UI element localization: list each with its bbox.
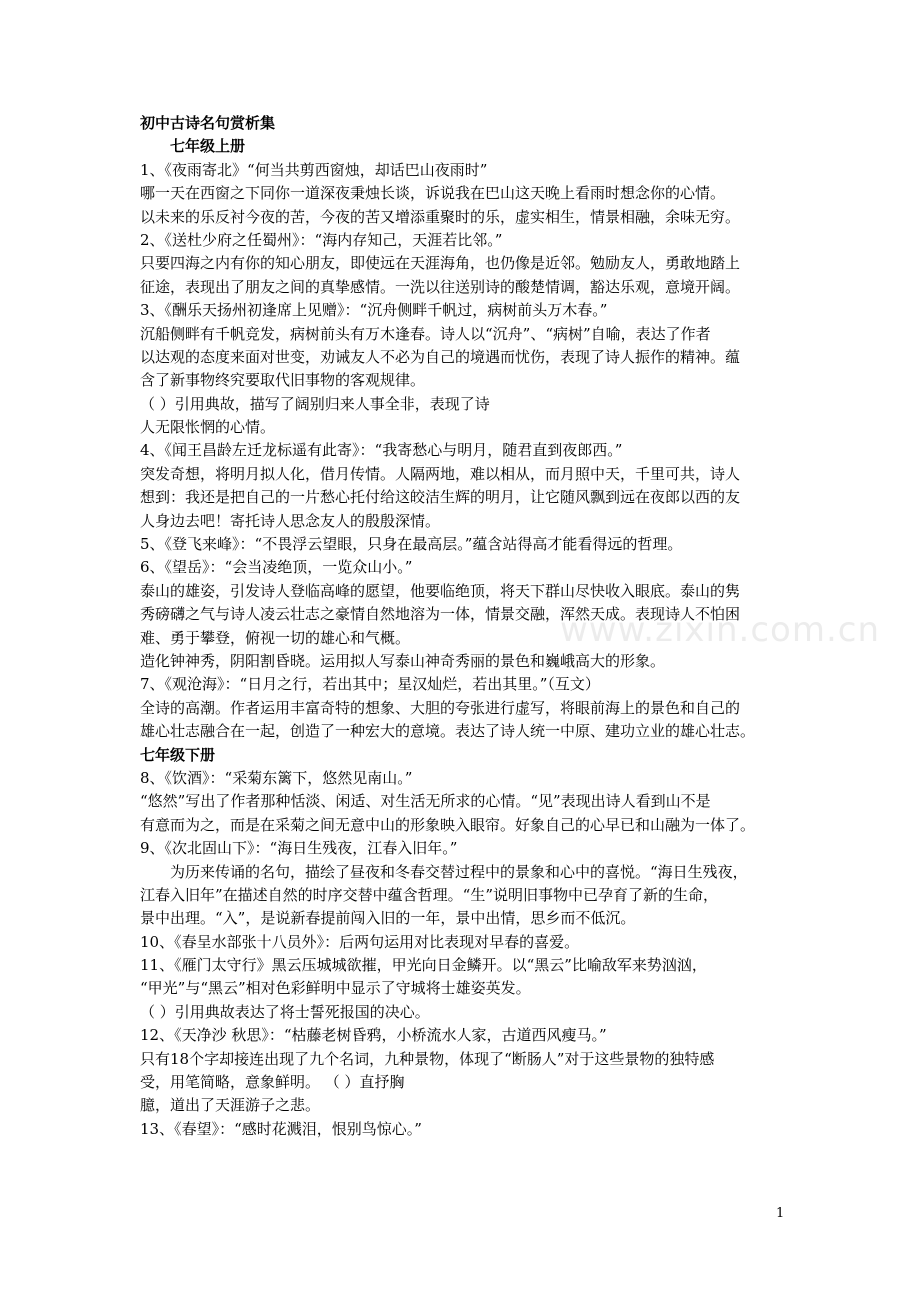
document-lines [140,135,790,1141]
watermark: www.zixin.com.cn [560,610,880,650]
text-line: （ ）引用典故表达了将士誓死报国的决心。 [140,1002,430,1021]
text-line: 江春入旧年”在描述自然的时序交替中蕴含哲理。“生”说明旧事物中已孕育了新的生命， [140,885,719,904]
text-line: 7、《观沧海》：“日月之行，若出其中；星汉灿烂，若出其里。”（互文） [140,675,600,694]
text-line: 人身边去吧！寄托诗人思念友人的殷殷深情。 [140,511,441,530]
text-line: 受，用笔简略，意象鲜明。 （ ）直抒胸 [140,1073,405,1092]
text-line: （ ）引用典故，描写了阔别归来人事全非，表现了诗 [140,394,490,413]
text-line: 哪一天在西窗之下同你一道深夜秉烛长谈，诉说我在巴山这天晚上看雨时想念你的心情。 [140,184,726,203]
section-heading: 七年级上册 [170,137,246,156]
text-line: 含了新事物终究要取代旧事物的客观规律。 [140,371,426,390]
text-line: 1、《夜雨寄北》“何当共剪西窗烛，却话巴山夜雨时” [140,160,488,179]
text-line: “悠然”写出了作者那种恬淡、闲适、对生活无所求的心情。“见”表现出诗人看到山不是 [140,792,711,811]
text-line: 为历来传诵的名句，描绘了昼夜和冬春交替过程中的景象和心中的喜悦。“海日生残夜， [170,862,748,881]
text-line: 10、《春呈水部张十八员外》：后两句运用对比表现对早春的喜爱。 [140,932,580,951]
text-line: 6、《望岳》：“会当凌绝顶，一览众山小。” [140,558,413,577]
text-line: 9、《次北固山下》：“海日生残夜，江春入旧年。” [140,839,458,858]
text-line: 3、《酬乐天扬州初逢席上见赠》：“沉舟侧畔千帆过，病树前头万木春。” [140,301,608,320]
text-line: 8、《饮酒》：“采菊东篱下，悠然见南山。” [140,768,413,787]
text-line: 景中出理。“入”，是说新春提前闯入旧的一年，景中出情，思乡而不低沉。 [140,909,636,928]
document-body [140,112,790,1141]
text-line: 想到：我还是把自己的一片愁心托付给这皎洁生辉的明月，让它随风飘到远在夜郎以西的友 [140,488,741,507]
text-line: 突发奇想，将明月拟人化，借月传情。人隔两地，难以相从，而月照中天，千里可共，诗人 [140,464,741,483]
text-line: 13、《春望》：“感时花溅泪，恨别鸟惊心。” [140,1119,422,1138]
text-line: 雄心壮志融合在一起，创造了一种宏大的意境。表达了诗人统一中原、建功立业的雄心壮志。 [140,722,756,741]
text-line: 12、《天净沙 秋思》：“枯藤老树昏鸦，小桥流水人家，古道西风瘦马。” [140,1026,607,1045]
text-line: 沉船侧畔有千帆竞发，病树前头有万木逢春。诗人以“沉舟”、“病树”自喻，表达了作者 [140,324,711,343]
text-line: 征途，表现出了朋友之间的真挚感情。一洗以往送别诗的酸楚情调，豁达乐观，意境开阔。 [140,277,741,296]
text-line: 2、《送杜少府之任蜀州》：“海内存知己，天涯若比邻。” [140,230,503,249]
text-line: “甲光”与“黑云”相对色彩鲜明中显示了守城将士雄姿英发。 [140,979,531,998]
text-line: 人无限怅惘的心情。 [140,418,276,437]
text-line: 以达观的态度来面对世变，劝诫友人不必为自己的境遇而忧伤，表现了诗人振作的精神。蕴 [140,347,741,366]
section-heading: 七年级下册 [140,745,216,764]
text-line: 臆，道出了天涯游子之悲。 [140,1096,321,1115]
text-line: 有意而为之，而是在采菊之间无意中山的形象映入眼帘。好象自己的心早已和山融为一体了。 [140,815,756,834]
text-line: 秀磅礴之气与诗人凌云壮志之豪情自然地溶为一体，情景交融，浑然天成。表现诗人不怕困 [140,605,741,624]
text-line: 只有18个字却接连出现了九个名词，九种景物，体现了“断肠人”对于这些景物的独特感 [140,1049,715,1068]
document-title: 初中古诗名句赏析集 [140,114,276,132]
text-line: 造化钟神秀，阴阳割昏晓。运用拟人写泰山神奇秀丽的景色和巍峨高大的形象。 [140,651,666,670]
page-number: 1 [776,1206,785,1221]
text-line: 泰山的雄姿，引发诗人登临高峰的愿望，他要临绝顶，将天下群山尽快收入眼底。泰山的隽 [140,581,741,600]
text-line: 全诗的高潮。作者运用丰富奇特的想象、大胆的夸张进行虚写，将眼前海上的景色和自己的 [140,698,741,717]
text-line: 难、勇于攀登，俯视一切的雄心和气概。 [140,628,411,647]
text-line: 以未来的乐反衬今夜的苦，今夜的苦又增添重聚时的乐，虚实相生，情景相融，余味无穷。 [140,207,741,226]
text-line: 5、《登飞来峰》：“不畏浮云望眼，只身在最高层。”蕴含站得高才能看得远的哲理。 [140,535,683,554]
text-line: 4、《闻王昌龄左迁龙标遥有此寄》：“我寄愁心与明月，随君直到夜郎西。” [140,441,623,460]
text-line: 11、《雁门太守行》黑云压城城欲摧，甲光向日金鳞开。以“黑云”比喻敌军来势汹汹， [140,956,707,975]
text-line: 只要四海之内有你的知心朋友，即使远在天涯海角，也仍像是近邻。勉励友人，勇敢地踏上 [140,254,741,273]
